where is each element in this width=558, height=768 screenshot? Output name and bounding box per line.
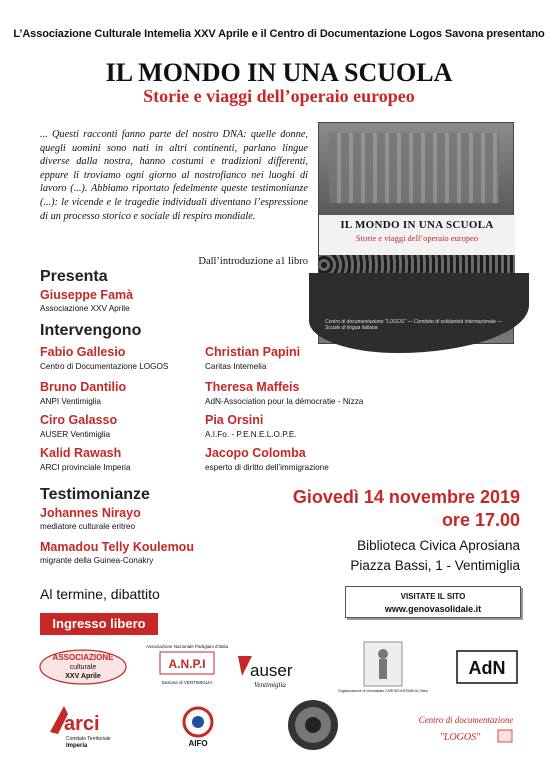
book-cover-image	[318, 122, 514, 344]
intro-quote: ... Questi racconti fanno parte del nostro DNA: quelle donne, quegli uomini sono nati in altri continenti, parlano lingue diverse dalla nostra, hanno costumi e tradizioni differenti, eppure li troviamo ogni giorno al nostrofianco nei luoghi di lavoro (...). Abbiamo riportato fedelmente queste testimonianze (...): le vicende e le tragedie individuali diventano l’espressione di un processo storico e sociale di respiro mondiale.	[40, 129, 308, 222]
presenta-heading: Presenta	[40, 268, 108, 285]
speaker-name: Christian Papini	[205, 345, 301, 359]
penelope-seal-graphic	[286, 698, 340, 752]
speaker-role: esperto di diritto dell’immigrazione	[205, 463, 329, 472]
website-link[interactable]: www.genovasolidale.it	[384, 604, 482, 614]
speaker-role: Centro di Documentazione LOGOS	[40, 362, 169, 371]
arci-text: arci	[64, 713, 100, 735]
cover-title-band	[319, 215, 515, 255]
speaker-name: Bruno Dantilio	[40, 380, 127, 394]
witness-role: mediatore culturale eritreo	[40, 522, 136, 531]
cover-boat	[309, 273, 529, 353]
cover-building	[329, 133, 499, 203]
speaker-name: Theresa Maffeis	[205, 380, 300, 394]
aifo-logo-graphic	[176, 704, 220, 748]
anpi-top-text: Associazione Nazionale Partigiani d’Italia	[145, 644, 229, 649]
cover-title: IL MONDO IN UNA SCUOLA	[340, 219, 494, 231]
closing-note: Al termine, dibattito	[40, 586, 160, 602]
speaker-name: Ciro Galasso	[40, 413, 118, 427]
speaker-name: Kalid Rawash	[40, 446, 122, 460]
caritas-text: Organizzazione di Volontariato CARITAS INTEMELIA Onlus	[338, 689, 428, 693]
event-date: Giovedì 14 novembre 2019	[292, 487, 520, 507]
anpi-mark: A.N.P.I	[168, 657, 206, 671]
caritas-logo-graphic	[338, 640, 428, 706]
event-time: ore 17.00	[441, 510, 520, 530]
intervengono-heading: Intervengono	[40, 322, 142, 339]
speaker-role: AUSER Ventimiglia	[40, 430, 111, 439]
caritas-logo	[338, 640, 428, 706]
associazione-xxv-aprile-logo	[38, 648, 128, 686]
speaker-role: ANPI Ventimiglia	[40, 397, 101, 406]
presenter-name: Giuseppe Famà	[40, 288, 134, 302]
cover-subtitle: Storie e viaggi dell’operaio europeo	[355, 233, 479, 243]
event-title: IL MONDO IN UNA SCUOLA	[105, 58, 453, 87]
anpi-bottom-text: Sezione di VENTIMIGLIA	[161, 680, 213, 685]
aifo-text: AIFO	[188, 739, 208, 748]
event-subtitle: Storie e viaggi dell’operaio europeo	[143, 86, 415, 106]
organizers-line: L’Associazione Culturale Intemelia XXV Aprile e il Centro di Documentazione Logos Savona presentano	[13, 28, 545, 40]
logos-centro-graphic	[412, 710, 520, 750]
logos-line1: Centro di documentazione	[418, 715, 514, 725]
auser-logo	[232, 650, 310, 690]
venue-name: Biblioteca Civica Aprosiana	[357, 538, 520, 553]
arci-logo-graphic	[46, 702, 118, 750]
anpi-logo-graphic	[145, 640, 229, 688]
auser-text: auser	[250, 661, 293, 680]
logos-line2: "LOGOS"	[439, 732, 481, 743]
auser-sub: Ventimiglia	[254, 681, 286, 689]
speaker-role: AdN-Association pour la démocratie - Nizza	[205, 397, 364, 406]
entry-badge: Ingresso libero	[40, 613, 158, 635]
auser-logo-graphic	[232, 650, 310, 690]
speaker-name: Pia Orsini	[205, 413, 264, 427]
associazione-logo-graphic	[38, 648, 128, 686]
anpi-logo	[145, 640, 229, 688]
associazione-text-2: culturale	[69, 664, 97, 671]
adn-logo	[456, 650, 518, 684]
associazione-text-3: XXV Aprile	[65, 673, 101, 680]
arci-logo	[46, 702, 118, 750]
presenter-role: Associazione XXV Aprile	[40, 304, 130, 313]
adn-text: AdN	[468, 658, 506, 678]
associazione-text-1: ASSOCIAZIONE	[52, 653, 114, 662]
witness-name: Johannes Nirayo	[40, 506, 141, 520]
speaker-role: Caritas Intemelia	[205, 362, 267, 371]
speaker-role: ARCI provinciale Imperia	[40, 463, 131, 472]
logos-centro-logo	[412, 710, 520, 750]
website-label: VISITATE IL SITO	[400, 592, 466, 601]
speaker-role: A.I.Fo. - P.E.N.E.L.O.P.E.	[205, 430, 297, 439]
testimonianze-heading: Testimonianze	[40, 486, 150, 503]
penelope-seal-logo	[286, 698, 340, 752]
website-box	[345, 586, 521, 618]
witness-role: migrante della Guinea-Conakry	[40, 556, 154, 565]
aifo-logo	[176, 704, 220, 748]
speaker-name: Fabio Gallesio	[40, 345, 126, 359]
witness-name: Mamadou Telly Koulemou	[40, 540, 194, 554]
intro-source: Dall’introduzione a1 libro	[198, 256, 308, 267]
arci-sub1: Comitato Territoriale	[66, 736, 111, 742]
speaker-name: Jacopo Colomba	[205, 446, 306, 460]
arci-sub2: Imperia	[66, 743, 88, 749]
cover-credits: Centro di documentazione "LOGOS" — Comitato di solidarietà internazionale — Scuole di lingua italiana	[325, 319, 503, 331]
venue-address: Piazza Bassi, 1 - Ventimiglia	[350, 558, 520, 573]
adn-logo-graphic	[456, 650, 518, 684]
